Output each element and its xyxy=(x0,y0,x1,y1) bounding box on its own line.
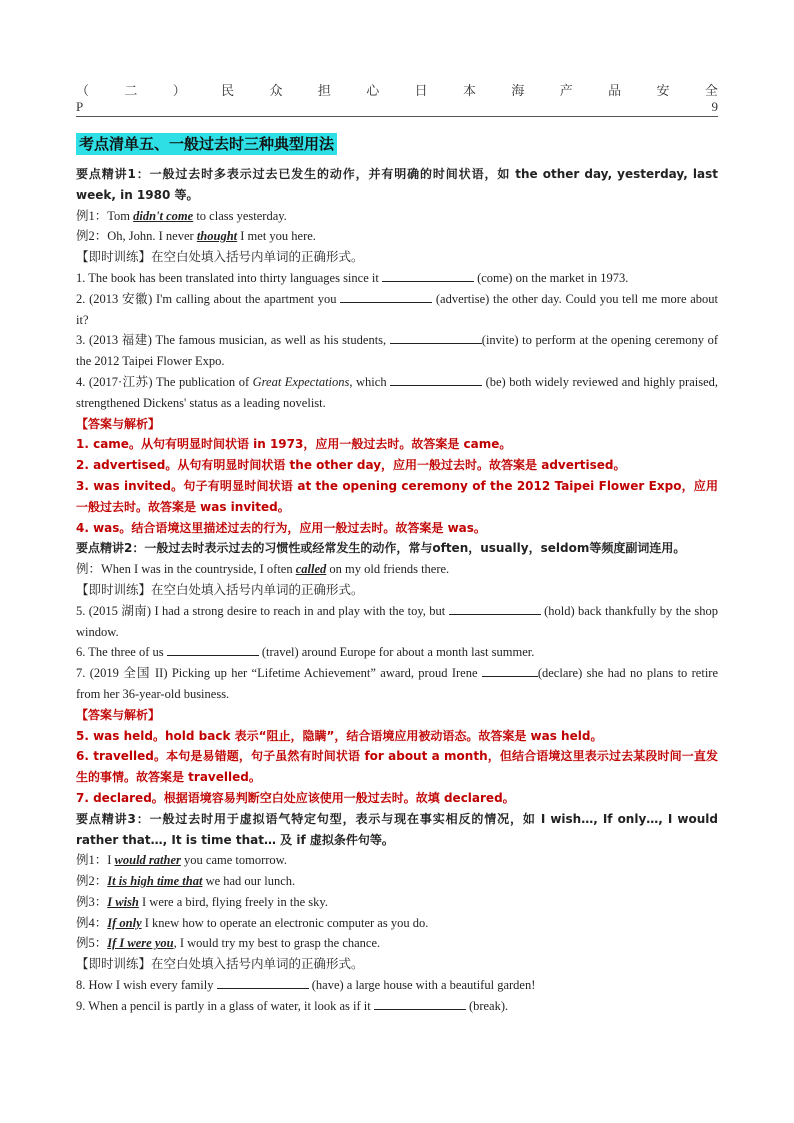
example-3-3 xyxy=(76,892,718,913)
example-1-2 xyxy=(76,226,718,247)
example-text: I met you here. xyxy=(237,229,316,244)
example-text: 例4： xyxy=(76,915,108,930)
header-char: 担 xyxy=(317,83,331,98)
question-text: 8. How I wish every family xyxy=(76,978,217,993)
question-text: 3. (2013 福建) The famous musician, as well as his students, xyxy=(76,333,390,348)
question-5 xyxy=(76,601,718,643)
question-text: 9. When a pencil is partly in a glass of water, it look as if it xyxy=(76,998,374,1013)
header-left-text: P xyxy=(76,99,84,114)
page-header xyxy=(76,82,718,117)
answer-blank[interactable] xyxy=(390,330,482,344)
question-8 xyxy=(76,975,718,996)
question-1 xyxy=(76,268,718,289)
answer-5: 5. was held。hold back 表示“阻止，隐瞒”，结合语境应用被动语态。故答案是 was held。 xyxy=(76,728,603,743)
example-text: 例2： xyxy=(76,874,108,889)
question-3 xyxy=(76,330,718,372)
question-text: (be) both widely reviewed and highly praised, strengthened Dickens' status as a leading novelist. xyxy=(76,374,718,410)
example-text: on my old friends there. xyxy=(326,562,450,577)
question-9 xyxy=(76,996,718,1017)
example-key-phrase: If only xyxy=(107,915,142,930)
practice-label: 【即时训练】在空白处填入括号内单词的正确形式。 xyxy=(76,957,364,972)
header-char: 全 xyxy=(704,83,718,98)
question-text: 2. (2013 安徽) I'm calling about the apartment you xyxy=(76,291,341,306)
example-text: 例3： xyxy=(76,894,108,909)
example-text: , I would try my best to grasp the chance. xyxy=(173,936,381,951)
header-char: 产 xyxy=(559,83,573,98)
answer-1: 1. came。从句有明显时间状语 in 1973，应用一般过去时。故答案是 came。 xyxy=(76,437,512,452)
example-key-phrase: It is high time that xyxy=(107,874,203,889)
example-text: I were a bird, flying freely in the sky. xyxy=(138,894,328,909)
question-text: (break). xyxy=(465,998,509,1013)
practice-label: 【即时训练】在空白处填入括号内单词的正确形式。 xyxy=(76,582,364,597)
practice-label: 【即时训练】在空白处填入括号内单词的正确形式。 xyxy=(76,250,364,265)
question-text: (travel) around Europe for about a month last summer. xyxy=(258,645,535,660)
header-char: ） xyxy=(172,83,186,98)
question-text: (come) on the market in 1973. xyxy=(473,270,629,285)
question-text: 5. (2015 湖南) I had a strong desire to reach in and play with the toy, but xyxy=(76,603,449,618)
answer-blank[interactable] xyxy=(167,642,259,656)
question-text: (declare) she had no plans to retire from her 36-year-old business. xyxy=(76,666,719,701)
example-text: you came tomorrow. xyxy=(180,853,287,868)
example-1-1 xyxy=(76,206,718,227)
key-point-1: 要点精讲1：一般过去时多表示过去已发生的动作，并有明确的时间状语，如 the other day, yesterday, last week, in 1980 等。 xyxy=(76,167,718,202)
question-text: 1. The book has been translated into thirty languages since it xyxy=(76,270,382,285)
answer-6: 6. travelled。本句是易错题，句子虽然有时间状语 for about a month，但结合语境这里表示过去某段时间一直发生的事情。故答案是 travelled。 xyxy=(76,749,718,785)
example-text: to class yesterday. xyxy=(193,208,287,223)
example-text: 例：When I was in the countryside, I often xyxy=(76,562,296,577)
example-3-1 xyxy=(76,850,718,871)
key-point-3: 要点精讲3：一般过去时用于虚拟语气特定句型，表示与现在事实相反的情况，如 I wish…, If only…, I would rather that…, It is time that… 及 if 虚拟条件句等。 xyxy=(76,811,718,847)
answer-3: 3. was invited。句子有明显时间状语 at the opening ceremony of the 2012 Taipei Flower Expo，应用一般过去时。故答案是 was invited。 xyxy=(76,478,718,514)
question-text: (have) a large house with a beautiful garden! xyxy=(308,978,536,993)
question-text: (invite) to perform at the opening ceremony of the 2012 Taipei Flower Expo. xyxy=(76,333,719,369)
header-char: 众 xyxy=(269,83,283,98)
example-text: I knew how to operate an electronic computer as you do. xyxy=(141,915,429,930)
document-body xyxy=(76,164,718,1017)
answer-blank[interactable] xyxy=(374,996,466,1010)
header-char: 海 xyxy=(511,83,525,98)
question-text: (advertise) the other day. Could you tell me more about it? xyxy=(76,291,718,327)
question-text: 6. The three of us xyxy=(76,645,167,660)
question-6 xyxy=(76,642,718,663)
example-3-4 xyxy=(76,913,718,934)
example-key-phrase: I wish xyxy=(107,894,139,909)
section-title: 考点清单五、一般过去时三种典型用法 xyxy=(76,133,337,155)
answer-label: 【答案与解析】 xyxy=(76,707,161,722)
header-char: 本 xyxy=(463,83,477,98)
header-char: 二 xyxy=(124,83,138,98)
example-text: 例5： xyxy=(76,936,108,951)
header-char: 品 xyxy=(608,83,622,98)
example-2 xyxy=(76,559,718,580)
question-7 xyxy=(76,663,718,705)
header-rule xyxy=(76,116,718,117)
header-title-row xyxy=(76,82,718,100)
example-3-2 xyxy=(76,871,718,892)
question-text: (hold) back thankfully by the shop window. xyxy=(76,603,718,639)
example-key-phrase: If I were you xyxy=(107,936,174,951)
example-3-5 xyxy=(76,933,718,954)
question-4 xyxy=(76,372,718,414)
answer-blank[interactable] xyxy=(382,268,474,282)
question-text: , which xyxy=(349,374,391,389)
question-2 xyxy=(76,289,718,331)
example-key-phrase: thought xyxy=(196,229,238,244)
example-key-phrase: would rather xyxy=(114,853,181,868)
answer-blank[interactable] xyxy=(449,601,541,615)
book-title: Great Expectations xyxy=(252,374,350,389)
answer-7: 7. declared。根据语境容易判断空白处应该使用一般过去时。故填 declared。 xyxy=(76,790,515,805)
key-point-2: 要点精讲2：一般过去时表示过去的习惯性或经常发生的动作，常与often，usually，seldom等频度副词连用。 xyxy=(76,541,686,556)
answer-blank[interactable] xyxy=(482,663,538,677)
answer-4: 4. was。结合语境这里描述过去的行为，应用一般过去时。故答案是 was。 xyxy=(76,520,486,535)
example-text: 例1：I xyxy=(76,853,115,868)
answer-blank[interactable] xyxy=(340,289,432,303)
header-char: （ xyxy=(76,83,90,98)
example-text: 例2：Oh, John. I never xyxy=(76,229,197,244)
example-key-phrase: didn't come xyxy=(133,208,194,223)
header-char: 安 xyxy=(656,83,670,98)
question-text: 7. (2019 全国 II) Picking up her “Lifetime Achievement” award, proud Irene xyxy=(76,666,482,681)
header-page-row xyxy=(76,100,718,114)
header-page-number: 9 xyxy=(711,99,718,114)
answer-label: 【答案与解析】 xyxy=(76,416,161,431)
header-char: 民 xyxy=(221,83,235,98)
example-text: 例1：Tom xyxy=(76,208,134,223)
example-key-phrase: called xyxy=(295,562,327,577)
example-text: we had our lunch. xyxy=(202,874,296,889)
answer-2: 2. advertised。从句有明显时间状语 the other day，应用一般过去时。故答案是 advertised。 xyxy=(76,458,626,473)
answer-blank[interactable] xyxy=(217,975,309,989)
answer-blank[interactable] xyxy=(390,372,482,386)
header-char: 心 xyxy=(366,83,380,98)
header-char: 日 xyxy=(414,83,428,98)
question-text: 4. (2017·江苏) The publication of xyxy=(76,374,253,389)
